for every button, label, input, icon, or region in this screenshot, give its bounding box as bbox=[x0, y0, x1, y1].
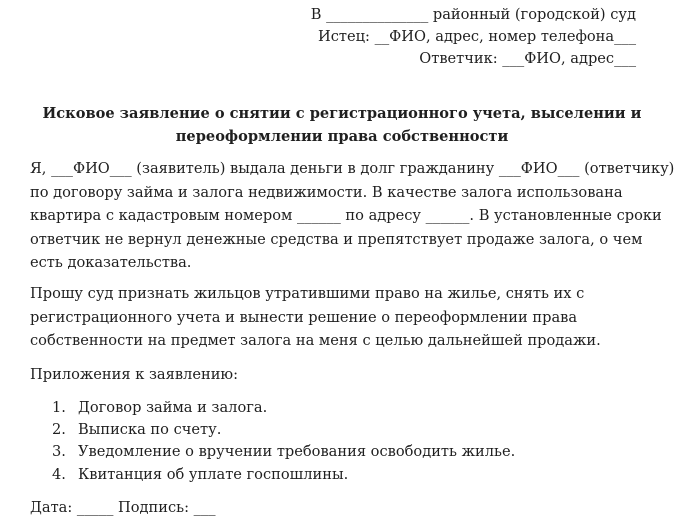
list-item-number: 3. bbox=[52, 443, 66, 461]
title-line-2: переоформлении права собственности bbox=[175, 128, 509, 145]
paragraph-line: есть доказательства. bbox=[30, 254, 192, 271]
list-item bbox=[52, 419, 515, 441]
paragraph-line: квартира с кадастровым номером ______ по адресу ______. В установленные сроки bbox=[30, 207, 662, 224]
paragraph-line: Я, ___ФИО___ (заявитель) выдала деньги в долг гражданину ___ФИО___ (ответчику) bbox=[30, 160, 675, 177]
document-title bbox=[30, 102, 654, 148]
paragraph-line: по договору займа и залога недвижимости. В качестве залога использована bbox=[30, 183, 623, 201]
court-line: В ______________ районный (городской) суд bbox=[310, 6, 636, 23]
date-signature-line: Дата: _____ Подпись: ___ bbox=[30, 499, 216, 516]
list-item bbox=[52, 441, 515, 463]
list-item bbox=[52, 397, 515, 419]
list-item-text: Договор займа и залога. bbox=[78, 399, 268, 416]
paragraph-line: Прошу суд признать жильцов утратившими право на жилье, снять их с bbox=[30, 285, 585, 302]
list-item-number: 4. bbox=[52, 465, 66, 483]
list-item-number: 1. bbox=[52, 399, 66, 416]
list-item-text: Выписка по счету. bbox=[78, 421, 222, 439]
request-paragraph bbox=[30, 282, 670, 353]
list-item-number: 2. bbox=[52, 421, 66, 439]
paragraph-line: ответчик не вернул денежные средства и препятствует продаже залога, о чем bbox=[30, 230, 643, 248]
claim-paragraph bbox=[30, 157, 675, 275]
attachments-heading: Приложения к заявлению: bbox=[30, 366, 239, 383]
addressee-block bbox=[311, 4, 636, 70]
title-line-1: Исковое заявление о снятии с регистрационного учета, выселении и bbox=[42, 105, 642, 122]
list-item-text: Уведомление о вручении требования освободить жилье. bbox=[78, 443, 516, 461]
paragraph-line: регистрационного учета и вынести решение о переоформлении права bbox=[30, 308, 578, 326]
attachments-list bbox=[52, 397, 515, 486]
defendant-line: Ответчик: ___ФИО, адрес___ bbox=[419, 50, 636, 67]
list-item-text: Квитанция об уплате госпошлины. bbox=[78, 465, 349, 483]
list-item bbox=[52, 464, 515, 486]
plaintiff-line: Истец: __ФИО, адрес, номер телефона___ bbox=[318, 28, 636, 45]
paragraph-line: собственности на предмет залога на меня с целью дальнейшей продажи. bbox=[30, 332, 601, 349]
